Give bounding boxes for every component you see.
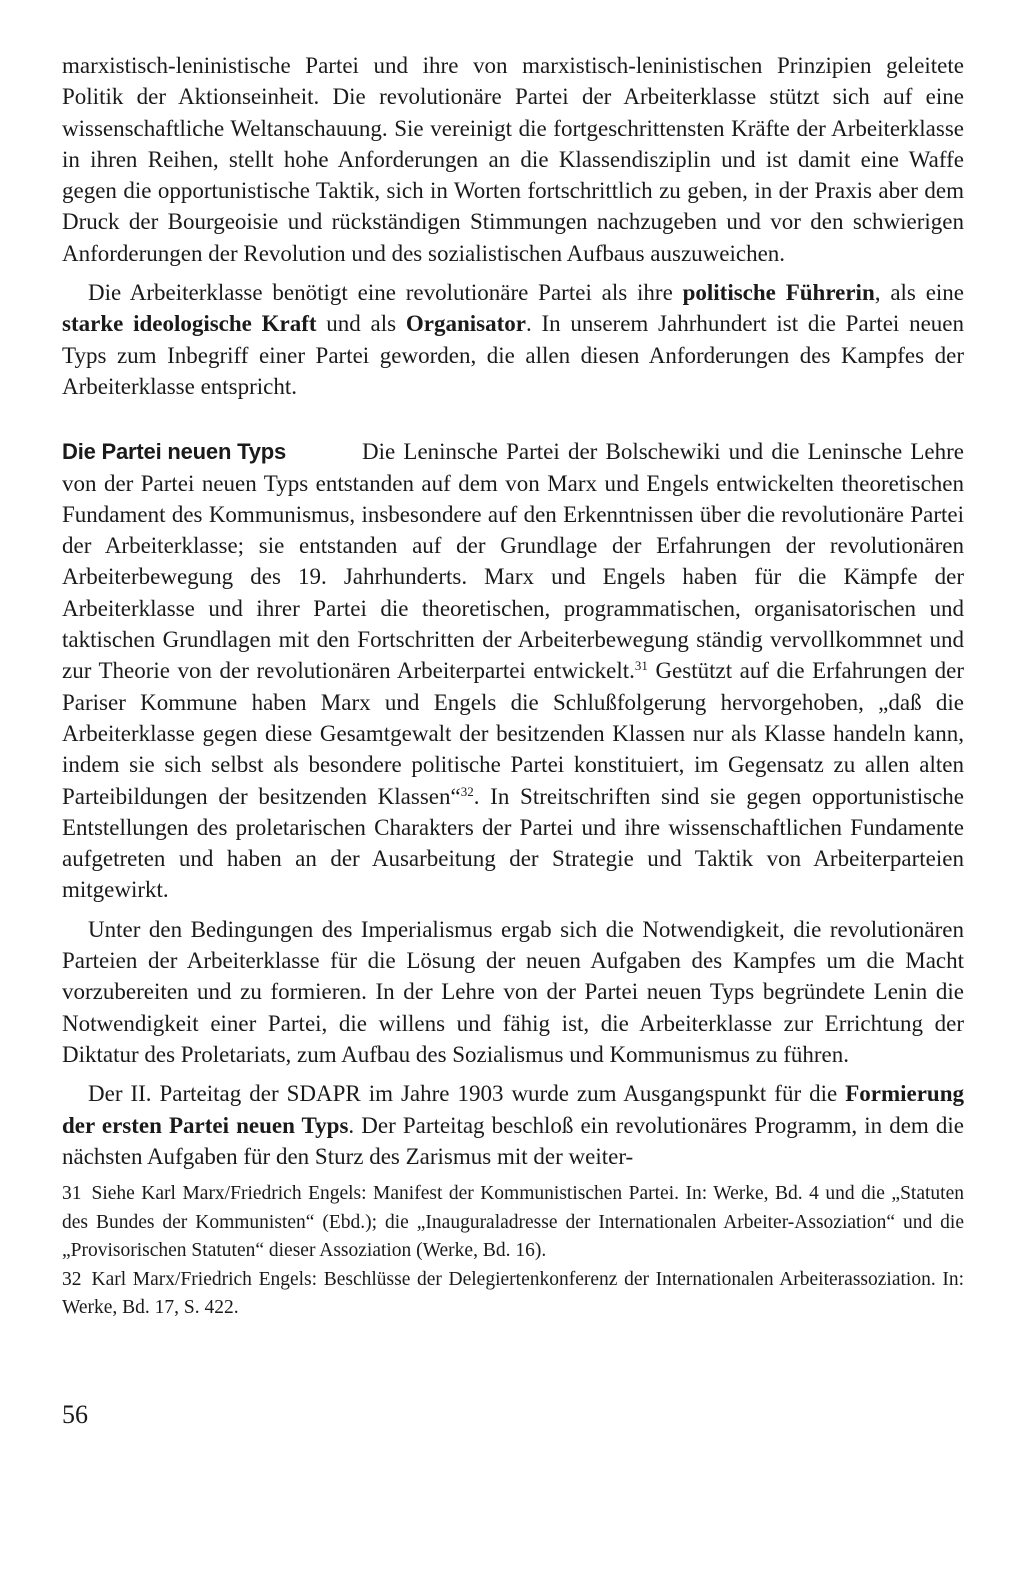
paragraph-4: Unter den Bedingungen des Imperialismus ergab sich die Notwendigkeit, die revolutionären Parteien der Arbeiterklasse für die Lösung der neuen Aufgaben des Kampfes um die Macht vorzubereiten und zu formieren. In der Lehre von der Partei neuen Typs begründete Lenin die Notwendigkeit einer Partei, die willens und fähig ist, die Arbeiterklasse zur Errichtung der Diktatur des Proletariats, zum Aufbau des Sozialismus und Kommunismus zu führen. [62,916,964,1067]
paragraph-2-text-1: Die Arbeiterklasse benötigt eine revolutionäre Partei als ihre [88,280,683,306]
paragraph-5-text-2: . Der Parteitag beschloß ein revolutionäres Programm, in dem die nächsten Aufgaben für den Sturz des Zarismus mit der weiter- [62,1112,964,1169]
footnote-number: 32 [62,1268,82,1290]
footnote-ref-32: 32 [460,783,474,799]
page-body [62,50,964,1323]
section-partei-neuen-typs [62,436,964,905]
footnote-32 [62,1266,964,1323]
paragraph-2-text-3: und als [316,311,406,337]
footnote-31 [62,1180,964,1266]
paragraph-2-text-4: . In unserem Jahrhundert ist die Partei neuen Typs zum Inbegriff einer Partei geworden, die allen diesen Anforderungen des Kampfes der Arbeiterklasse entspricht. [62,311,964,399]
paragraph-1: marxistisch-leninistische Partei und ihre von marxistisch-leninistischen Prinzipien geleitete Politik der Aktionseinheit. Die revolutionäre Partei der Arbeiterklasse stützt sich auf eine wissenschaftliche Weltanschauung. Sie vereinigt die fortgeschrittensten Kräfte der Arbeiterklasse in ihren Reihen, stellt hohe Anforderungen an die Klassendisziplin und ist damit eine Waffe gegen die opportunistische Taktik, sich in Worten fortschrittlich zu geben, in der Praxis aber dem Druck der Bourgeoisie und rückständigen Stimmungen nachzugeben und vor den schwierigen Anforderungen der Revolution und des sozialistischen Aufbaus auszuweichen. [62,53,964,266]
paragraph-3-text-3: . In Streitschriften sind sie gegen opportunistische Entstellungen des proletarischen Charakters der Partei und ihre wissenschaftlichen Fundamente aufgetreten und haben an der Ausarbeitung der Strategie und Taktik von Arbeiterparteien mitgewirkt. [62,783,964,903]
emphasis-political-leader: politische Führerin [682,280,875,306]
paragraph-3-text-2: Gestützt auf die Erfahrungen der Pariser Kommune haben Marx und Engels die Schlußfolgerung hervorgehoben, „daß die Arbeiterklasse gegen diese Gesamtgewalt der besitzenden Klassen nur als Klasse handeln kann, indem sie sich selbst als besondere politische Partei konstituiert, im Gegensatz zu allen alten Parteibildungen der besitzenden Klassen“ [62,658,964,809]
emphasis-organizer: Organisator [405,311,526,337]
footnote-ref-31: 31 [634,658,648,674]
paragraph-3-text-1: Die Leninsche Partei der Bolschewiki und die Leninsche Lehre von der Partei neuen Typs entstanden auf dem von Marx und Engels entwickelten theoretischen Fundament des Kommunismus, insbesondere auf den Erkenntnissen über die revolutionäre Partei der Arbeiterklasse; sie entstanden auf der Grundlage der Erfahrungen der revolutionären Arbeiterbewegung des 19. Jahrhunderts. Marx und Engels haben für die Kämpfe der Arbeiterklasse und ihrer Partei die theoretischen, programmatischen, organisatorischen und taktischen Grundlagen mit den Fortschritten der Arbeiterbewegung ständig vervollkommnet und zur Theorie von der revolutionären Arbeiterpartei entwickelt. [62,439,964,684]
footnote-text: Karl Marx/Friedrich Engels: Beschlüsse der Delegiertenkonferenz der Internationalen Arbeiterassoziation. In: Werke, Bd. 17, S. 422. [62,1268,964,1319]
paragraph-3 [62,436,964,905]
paragraph-2 [62,277,964,402]
section-heading: Die Partei neuen Typs [62,439,287,465]
emphasis-ideological-force: starke ideologische Kraft [62,311,317,337]
footnote-text: Siehe Karl Marx/Friedrich Engels: Manifest der Kommunistischen Partei. In: Werke, Bd. 4 und die „Statuten des Bundes der Kommunisten“ (Ebd.); die „Inauguraladresse der Internationalen Arbeiter-Assoziation“ und die „Provisorischen Statuten“ dieser Assoziation (Werke, Bd. 16). [62,1183,964,1262]
paragraph-5 [62,1078,964,1172]
paragraph-2-text-2: , als eine [874,280,965,306]
page-number: 56 [62,1400,88,1429]
footnote-number: 31 [62,1183,82,1205]
paragraph-5-text-1: Der II. Parteitag der SDAPR im Jahre 1903 wurde zum Ausgangspunkt für die [88,1081,846,1107]
footnotes [62,1180,964,1323]
emphasis-first-party: Formierung der ersten Partei neuen Typs [62,1081,964,1138]
